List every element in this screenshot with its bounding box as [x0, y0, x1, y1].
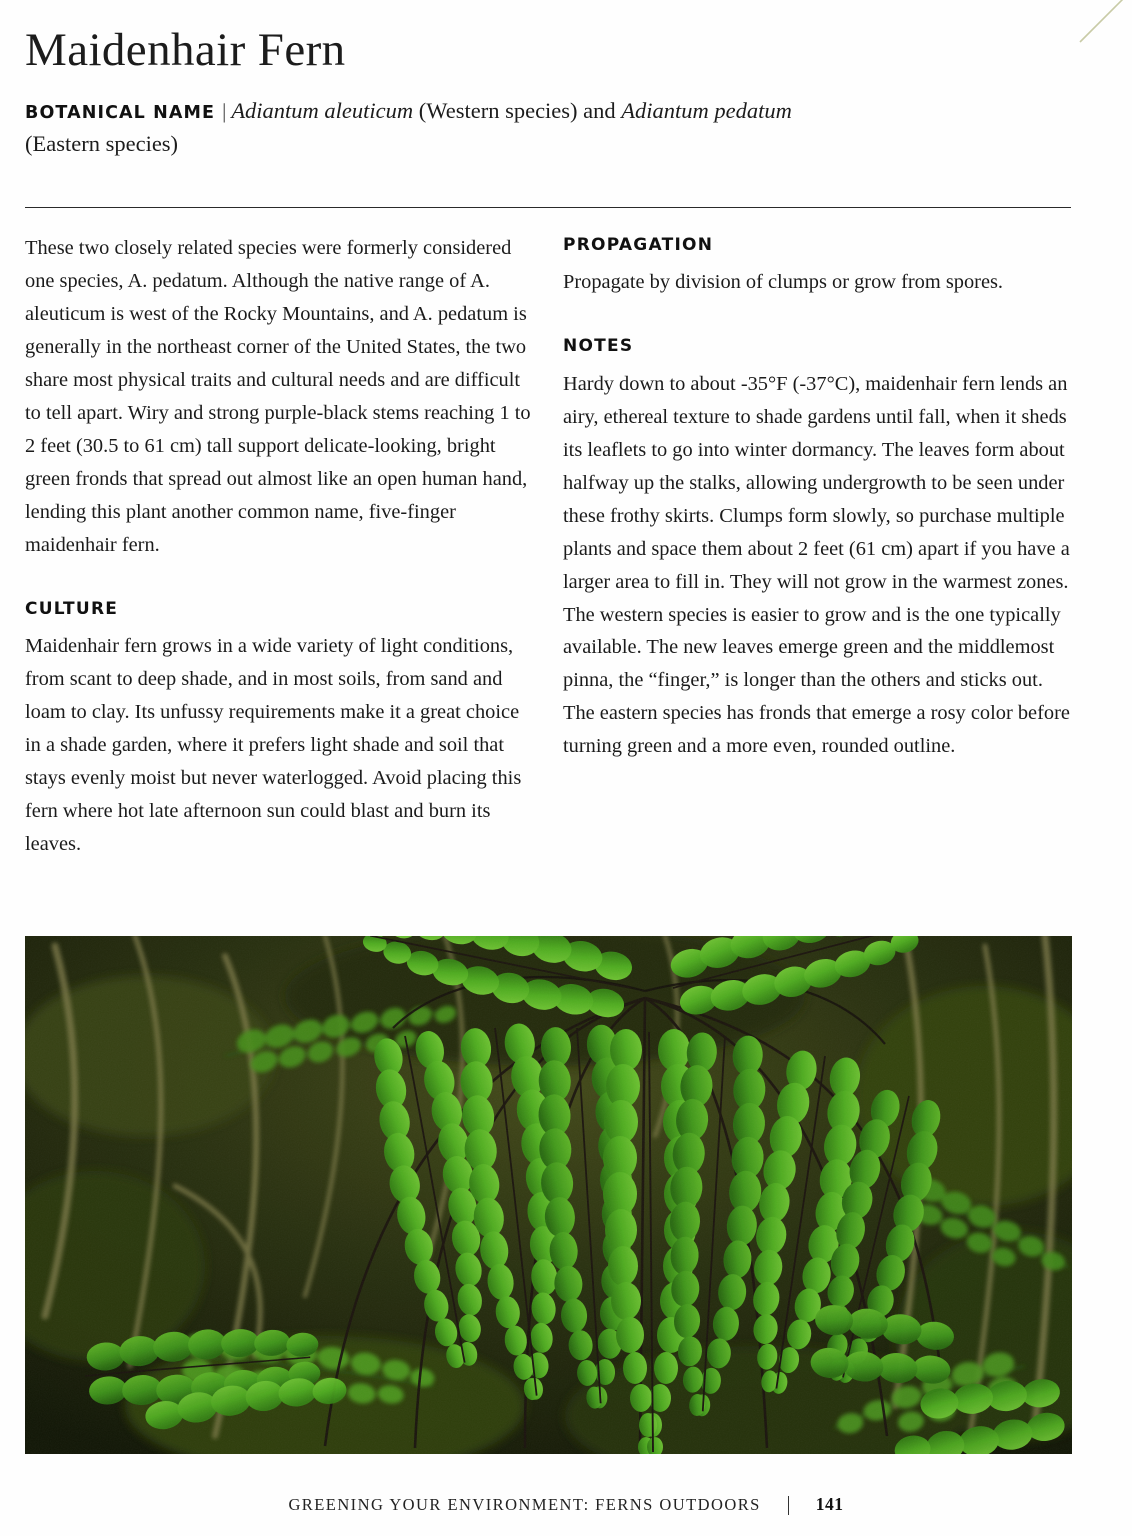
propagation-paragraph: Propagate by division of clumps or grow from spores.	[563, 271, 1004, 294]
species-name-western: Adiantum aleuticum	[231, 98, 414, 124]
page-number: 141	[815, 1494, 844, 1514]
botanical-separator: |	[222, 99, 227, 124]
species-suffix-eastern: (Eastern species)	[25, 130, 179, 156]
left-column	[25, 232, 533, 861]
notes-paragraph: Hardy down to about -35°F (-37°C), maidenhair fern lends an airy, ethereal texture to shade gardens until fall, when it sheds its leaflets to go into winter dormancy. The leaves form about halfway up the stalks, allowing undergrowth to be seen under these frothy skirts. Clumps form slowly, so purchase multiple plants and space them about 2 feet (61 cm) apart if you have a larger area to fill in. They will not grow in the warmest zones. The western species is easier to grow and is the one typically available. The new leaves emerge green and the middlemost pinna, the “finger,” is longer than the others and sticks out. The eastern species has fronds that emerge a rosy color before turning green and a more even, rounded outline.	[563, 372, 1070, 758]
species-name-eastern: Adiantum pedatum	[621, 98, 792, 124]
botanical-name-label: BOTANICAL NAME	[25, 103, 216, 124]
footer-separator	[788, 1496, 789, 1515]
botanical-name-line	[25, 95, 825, 159]
intro-paragraph: These two closely related species were formerly considered one species, A. pedatum. Although the native range of A. aleuticum is west of the Rocky Mountains, and A. pedatum is generally in the northeast corner of the United States, the two share most physical traits and cultural needs and are difficult to tell apart. Wiry and strong purple-black stems reaching 1 to 2 feet (30.5 to 61 cm) tall support delicate-looking, bright green fronds that spread out almost like an open human hand, lending this plant another common name, five-finger maidenhair fern.	[25, 237, 531, 556]
propagation-heading: PROPAGATION	[563, 235, 714, 255]
fern-photo-illustration	[25, 936, 1072, 1454]
running-head: GREENING YOUR ENVIRONMENT: FERNS OUTDOORS	[288, 1494, 761, 1514]
header-divider-rule	[25, 207, 1071, 208]
species-suffix-western: (Western species) and	[413, 98, 616, 124]
notes-heading: NOTES	[563, 336, 634, 357]
culture-paragraph: Maidenhair fern grows in a wide variety of light conditions, from scant to deep shade, and in most soils, from sand and loam to clay. Its unfussy requirements make it a great choice in a shade garden, where it prefers light shade and soil that stays evenly moist but never waterlogged. Avoid placing this fern where hot late afternoon sun could blast and burn its leaves.	[25, 634, 522, 855]
culture-heading: CULTURE	[25, 598, 119, 619]
page-header	[25, 26, 1072, 160]
right-column	[563, 232, 1072, 763]
maidenhair-fern-photo	[25, 936, 1072, 1454]
page-footer	[0, 1494, 1132, 1515]
page-title: Maidenhair Fern	[25, 24, 346, 76]
